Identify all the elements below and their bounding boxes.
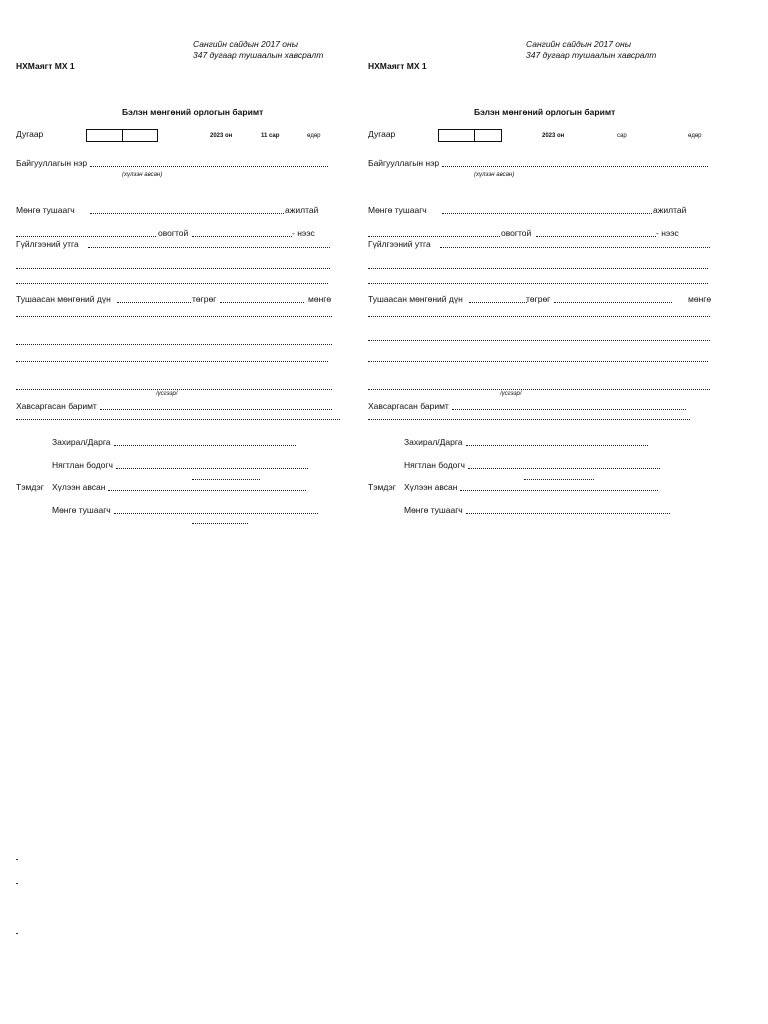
tugrik-label: төгрөг: [526, 294, 551, 304]
surname-label: овогтой: [501, 228, 532, 238]
amount-words-line-3[interactable]: [16, 361, 328, 362]
form-code: НХМаягт МХ 1: [368, 61, 427, 71]
stamp-label: Тэмдэг: [368, 482, 396, 492]
header-reference-line2: 347 дугаар тушаалын хавсралт: [193, 50, 324, 60]
receiver-signature-field[interactable]: [108, 490, 306, 491]
receiver-signature-field[interactable]: [460, 490, 658, 491]
purpose-field-3[interactable]: [368, 283, 708, 284]
director-label: Захирал/Дарга: [404, 437, 463, 447]
form-code: НХМаягт МХ 1: [16, 61, 75, 71]
header-reference-line1: Сангийн сайдын 2017 оны: [526, 39, 631, 49]
amount-words-line-3[interactable]: [368, 361, 708, 362]
payer-name-field[interactable]: [192, 523, 248, 524]
stray-mark: [16, 933, 18, 934]
attached-field[interactable]: [100, 409, 332, 410]
payer-label: Мөнгө тушаагч: [16, 205, 75, 215]
mongo-label: мөнгө: [688, 294, 712, 304]
receipt-form-left: [0, 0, 360, 540]
organization-label: Байгууллагын нэр: [368, 158, 440, 168]
attached-field-2[interactable]: [368, 419, 690, 420]
employee-label: ажилтай: [285, 205, 319, 215]
from-field[interactable]: [536, 236, 656, 237]
year-text: 2023 он: [542, 133, 565, 139]
purpose-field-3[interactable]: [16, 283, 328, 284]
purpose-label: Гүйлгээний утга: [368, 239, 431, 249]
from-field[interactable]: [192, 236, 292, 237]
year-text: 2023 он: [210, 133, 233, 139]
attached-field-2[interactable]: [16, 419, 340, 420]
header-reference-line2: 347 дугаар тушаалын хавсралт: [526, 50, 657, 60]
employee-label: ажилтай: [653, 205, 687, 215]
attached-field[interactable]: [452, 409, 686, 410]
tugrik-label: төгрөг: [192, 294, 217, 304]
stamp-label: Тэмдэг: [16, 482, 44, 492]
amount-field[interactable]: [469, 302, 527, 303]
purpose-field-2[interactable]: [16, 268, 330, 269]
day-text: өдөр: [688, 133, 702, 139]
received-hint: (хүлээн авсан): [122, 172, 163, 178]
from-label: - нээс: [292, 228, 315, 238]
header-reference-line1: Сангийн сайдын 2017 оны: [193, 39, 298, 49]
tugrik-field[interactable]: [554, 302, 672, 303]
number-input-box[interactable]: [86, 129, 158, 142]
surname-label: овогтой: [158, 228, 189, 238]
receipt-form-right: [352, 0, 712, 540]
number-label: Дугаар: [368, 129, 396, 139]
number-label: Дугаар: [16, 129, 44, 139]
amount-label: Тушаасан мөнгөний дүн: [368, 294, 463, 304]
amount-words-line-1[interactable]: [368, 316, 710, 317]
stray-mark: [16, 859, 18, 860]
accountant-label: Нягтлан бодогч: [52, 460, 113, 470]
organization-label: Байгууллагын нэр: [16, 158, 88, 168]
purpose-field-2[interactable]: [368, 268, 708, 269]
from-label: - нээс: [656, 228, 679, 238]
surname-field[interactable]: [16, 236, 156, 237]
form-title: Бэлэн мөнгөний орлогын баримт: [122, 107, 264, 117]
accountant-label: Нягтлан бодогч: [404, 460, 465, 470]
amount-label: Тушаасан мөнгөний дүн: [16, 294, 111, 304]
amount-words-line-4[interactable]: [368, 389, 710, 390]
director-signature-field[interactable]: [466, 445, 648, 446]
accountant-signature-field[interactable]: [116, 468, 308, 469]
number-input-box[interactable]: [438, 129, 502, 142]
surname-field[interactable]: [368, 236, 500, 237]
purpose-field-1[interactable]: [440, 247, 710, 248]
director-label: Захирал/Дарга: [52, 437, 111, 447]
month-text: сар: [617, 133, 627, 139]
attached-label: Хавсаргасан баримт: [16, 401, 97, 411]
accountant-name-field[interactable]: [192, 479, 260, 480]
organization-field[interactable]: [90, 166, 328, 167]
in-words-hint: /үсгээр/: [500, 391, 522, 397]
stray-mark: [16, 883, 18, 884]
payer-field[interactable]: [90, 213, 284, 214]
payer-label: Мөнгө тушаагч: [368, 205, 427, 215]
director-signature-field[interactable]: [114, 445, 296, 446]
purpose-field-1[interactable]: [88, 247, 330, 248]
receiver-label: Хүлээн авсан: [404, 482, 458, 492]
receiver-label: Хүлээн авсан: [52, 482, 106, 492]
mongo-label: мөнгө: [308, 294, 332, 304]
payer-signature-field[interactable]: [466, 513, 670, 514]
in-words-hint: /үсгээр/: [156, 391, 178, 397]
payer-field[interactable]: [442, 213, 652, 214]
day-text: өдөр: [307, 133, 321, 139]
form-title: Бэлэн мөнгөний орлогын баримт: [474, 107, 616, 117]
amount-words-line-1[interactable]: [16, 316, 332, 317]
accountant-name-field[interactable]: [524, 479, 594, 480]
amount-words-line-2[interactable]: [368, 340, 710, 341]
organization-field[interactable]: [442, 166, 708, 167]
amount-field[interactable]: [117, 302, 191, 303]
tugrik-field[interactable]: [220, 302, 304, 303]
amount-words-line-2[interactable]: [16, 344, 332, 345]
purpose-label: Гүйлгээний утга: [16, 239, 79, 249]
payer-sign-label: Мөнгө тушаагч: [404, 505, 463, 515]
accountant-signature-field[interactable]: [468, 468, 660, 469]
payer-sign-label: Мөнгө тушаагч: [52, 505, 111, 515]
received-hint: (хүлээн авсан): [474, 172, 515, 178]
month-text: 11 сар: [261, 133, 280, 139]
attached-label: Хавсаргасан баримт: [368, 401, 449, 411]
payer-signature-field[interactable]: [114, 513, 318, 514]
